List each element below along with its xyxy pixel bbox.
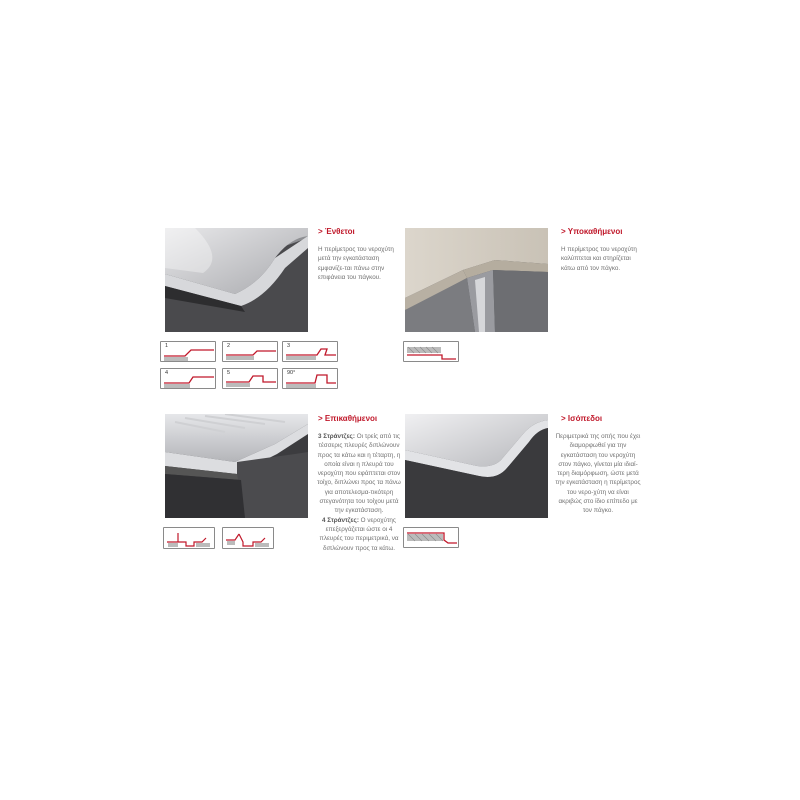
overmount-3-flanges-text: Οι τρείς από τις τέσσερις πλευρές διπλώνουν προς τα κάτω και η τέταρτη, η οποία είναι η πλευρά του νεροχύτη που εφάπτεται στον τοίχο, διπλώνει προς τα πάνω για αποτελεσμα-τικότερη στεγανότητα του τοίχου μετά την εγκατάσταση. <box>317 433 401 515</box>
inset-sink-photo <box>165 228 308 332</box>
profile-number: 5 <box>227 370 231 376</box>
overmount-description <box>316 432 402 553</box>
flush-description: Περιμετρικά της οπής που έχει διαμορφωθεί για την εγκατάσταση του νεροχύτη στον πάγκο, γίνεται μία ιδιαί-τερη διαμόρφωση, ώστε μετά την εγκατάσταση η περίμετρος του νερο-χύτη να είναι ακριβώς στο ίδιο επίπεδο με τον πάγκο. <box>555 433 641 515</box>
undermount-profile <box>403 341 459 362</box>
inset-description: Η περίμετρος του νεροχύτη μετά την εγκατάσταση εμφανίζε-ται πάνω στην επιφάνεια του πάγκου. <box>318 246 394 281</box>
profile-number: 90° <box>287 370 296 376</box>
profile-number: 4 <box>165 370 169 376</box>
inset-profile-3 <box>282 341 338 362</box>
undermount-heading: > Υποκαθήμενοι <box>561 227 623 236</box>
inset-heading: > Ένθετοι <box>318 227 355 236</box>
flush-heading: > Ισόπεδοι <box>561 414 603 423</box>
overmount-4-flanges-label: 4 Στράντζες: <box>322 516 359 524</box>
inset-profile-5 <box>222 368 278 389</box>
inset-profile-2 <box>222 341 278 362</box>
profile-number: 1 <box>165 343 169 349</box>
overmount-sink-photo <box>165 414 308 518</box>
flush-profile <box>403 527 459 548</box>
profile-number: 3 <box>287 343 291 349</box>
overmount-3-flanges-label: 3 Στράντζες: <box>318 433 355 440</box>
inset-profile-90 <box>282 368 338 389</box>
inset-profile-1 <box>160 341 216 362</box>
overmount-profile-3 <box>163 527 215 549</box>
profile-number: 2 <box>227 343 231 349</box>
flush-sink-photo <box>405 414 548 518</box>
overmount-4-flanges-text: Ο νεροχύτης επεξεργάζεται ώστε οι 4 πλευρές του περιμετρικά, να διπλώνουν προς τα κάτω. <box>319 516 399 552</box>
undermount-description: Η περίμετρος του νεροχύτη καλύπτεται και στηρίζεται κάτω από τον πάγκο. <box>561 246 637 272</box>
overmount-heading: > Επικαθήμενοι <box>318 414 378 423</box>
undermount-sink-photo <box>405 228 548 332</box>
overmount-profile-4 <box>222 527 274 549</box>
inset-profile-4 <box>160 368 216 389</box>
